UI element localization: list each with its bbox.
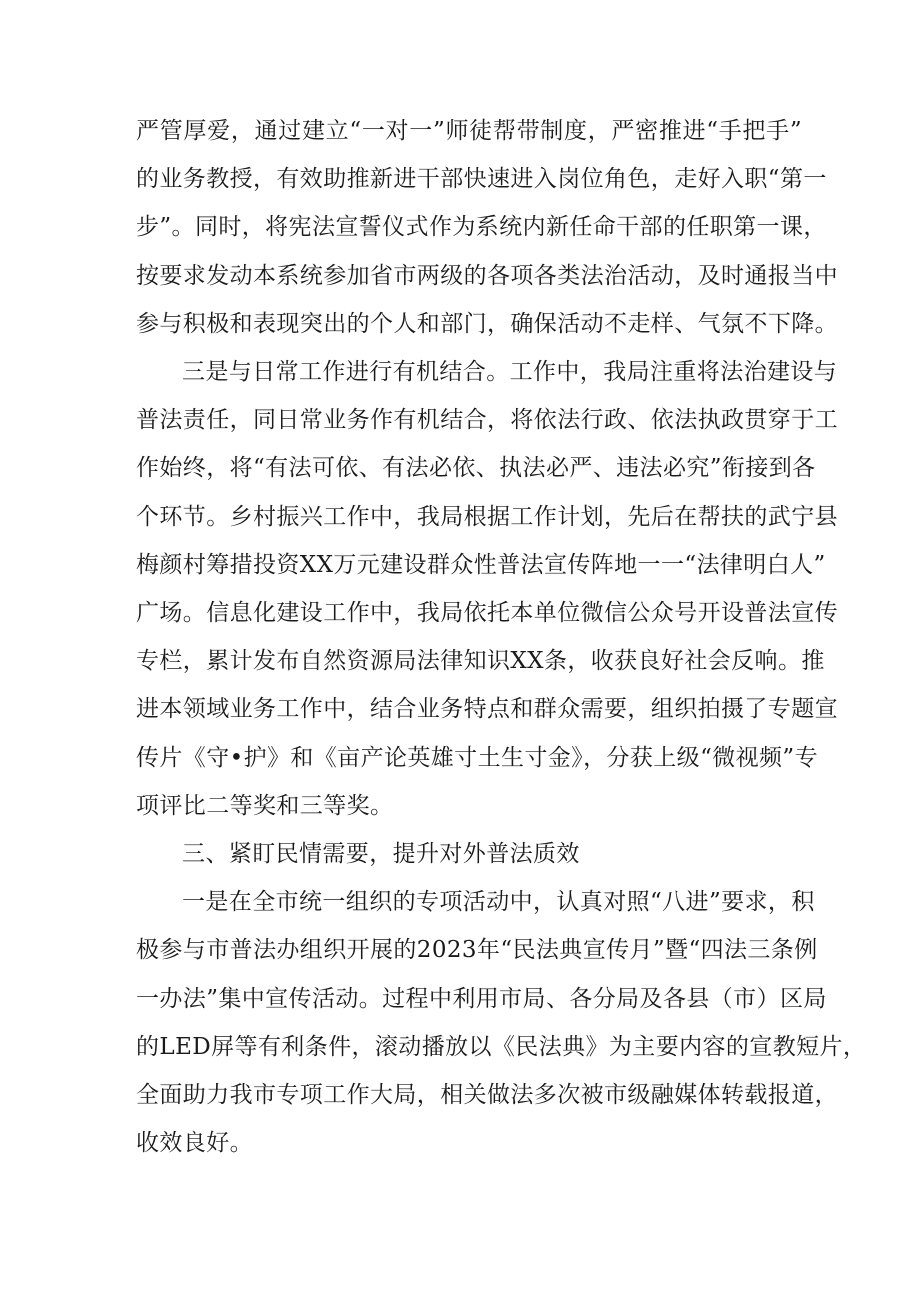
text-line: 传片《守•护》和《亩产论英雄寸土生寸金》，分获上级“微视频”专 [136, 744, 818, 771]
text-line: 极参与市普法办组织开展的2023年“民法典宣传月”暨“四法三条例 [136, 937, 818, 964]
text-line: 进本领域业务工作中，结合业务特点和群众需要，组织拍摄了专题宣 [136, 696, 838, 723]
text-line: 专栏，累计发布自然资源局法律知识XX条，收获良好社会反响。推 [136, 648, 825, 675]
text-line: 的业务教授，有效助推新进干部快速进入岗位角色，走好入职“第一 [136, 166, 827, 193]
heading-line: 三、紧盯民情需要，提升对外普法质效 [182, 841, 580, 868]
text-line: 参与积极和表现突出的个人和部门，确保活动不走样、气氛不下降。 [136, 310, 838, 337]
text-line: 全面助力我市专项工作大局，相关做法多次被市级融媒体转载报道， [136, 1082, 838, 1109]
document-body [136, 107, 867, 1167]
text-line: 步”。同时，将宪法宣誓仪式作为系统内新任命干部的任职第一课， [136, 214, 827, 241]
text-line: 一是在全市统一组织的专项活动中，认真对照“八进”要求，积 [182, 889, 815, 916]
text-line: 个环节。乡村振兴工作中，我局根据工作计划，先后在帮扶的武宁县 [136, 503, 838, 530]
text-line: 一办法”集中宣传活动。过程中利用市局、各分局及各县（市）区局 [136, 985, 827, 1012]
text-line: 作始终，将“有法可依、有法必依、执法必严、违法必究”衔接到各 [136, 455, 816, 482]
paragraph-daily-work [136, 348, 838, 830]
paragraph-training [136, 107, 838, 348]
text-line: 普法责任，同日常业务作有机结合，将依法行政、依法执政贯穿于工 [136, 407, 838, 434]
text-line: 梅颜村筹措投资XX万元建设群众性普法宣传阵地一一“法律明白人” [136, 551, 826, 578]
text-line: 三是与日常工作进行有机结合。工作中，我局注重将法治建设与 [182, 359, 838, 386]
text-line: 的LED屏等有利条件，滚动播放以《民法典》为主要内容的宣教短片， [136, 1033, 867, 1060]
text-line: 广场。信息化建设工作中，我局依托本单位微信公众号开设普法宣传 [136, 600, 838, 627]
section-heading [136, 830, 802, 878]
text-line: 严管厚爱，通过建立“一对一”师徒帮带制度，严密推进“手把手” [136, 118, 802, 144]
text-line: 收效良好。 [136, 1130, 253, 1157]
text-line: 按要求发动本系统参加省市两级的各项各类法治活动，及时通报当中 [136, 262, 838, 289]
paragraph-campaign [136, 878, 867, 1167]
text-line: 项评比二等奖和三等奖。 [136, 792, 394, 819]
